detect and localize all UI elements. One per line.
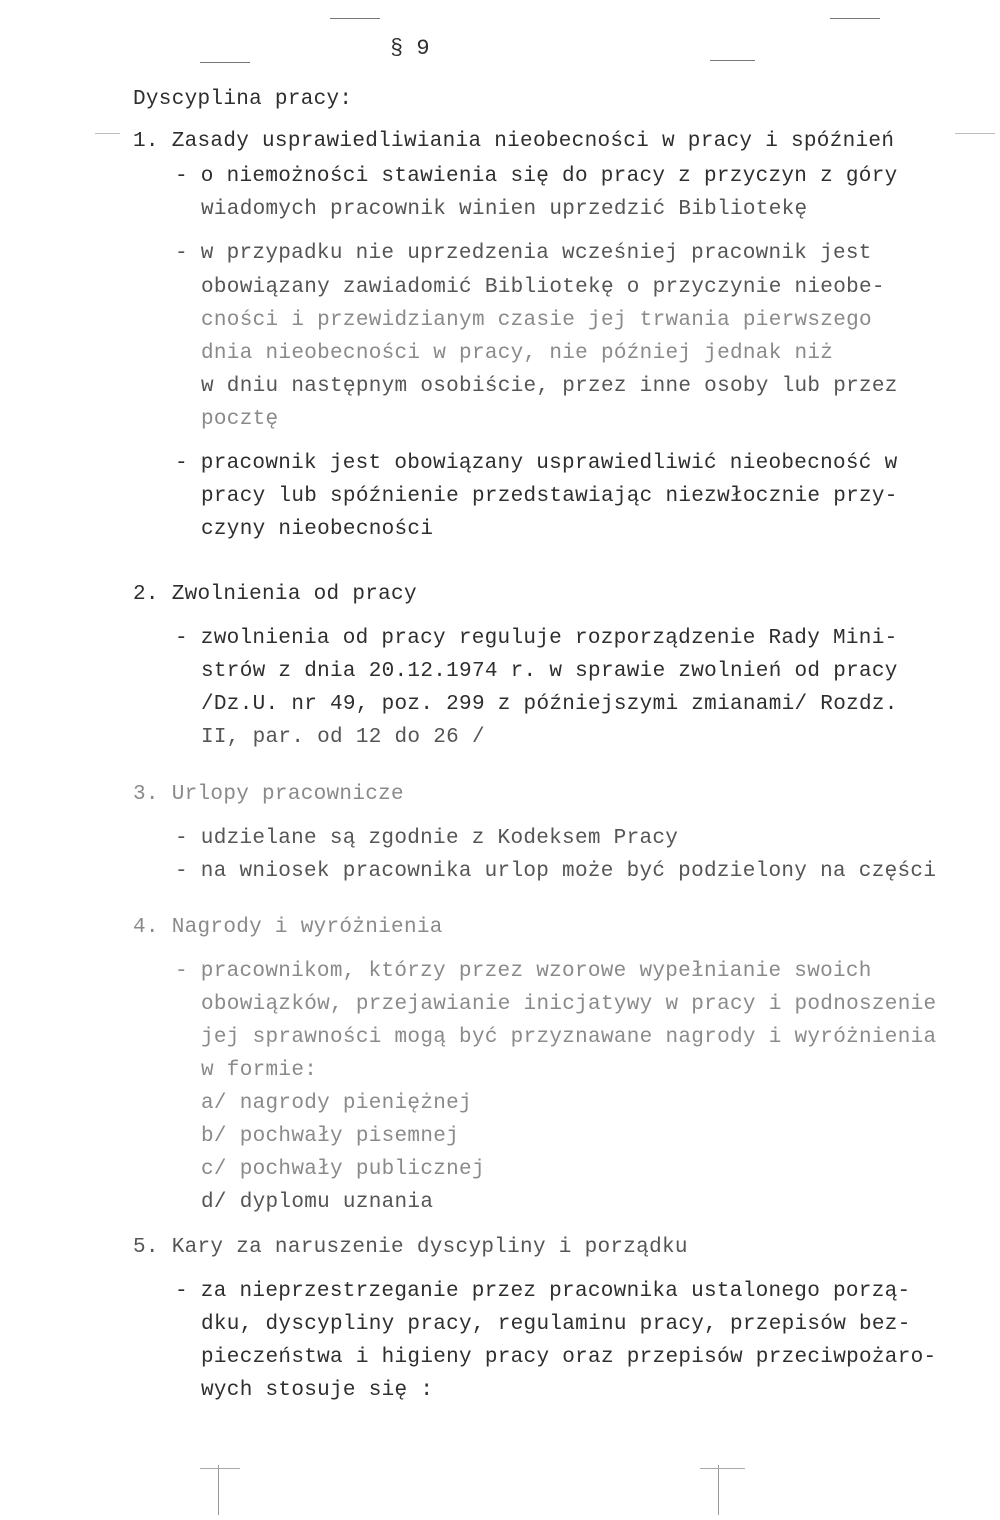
award-form-a: a/ nagrody pieniężnej [201,1092,472,1115]
section-5-item-1-line-3: pieczeństwa i higieny pracy oraz przepisów przeciwpożaro- [201,1346,937,1369]
section-5-item-1-line-1: - za nieprzestrzeganie przez pracownika ustalonego porzą- [175,1280,911,1303]
section-1-item-1-line-1: - o niemożności stawienia się do pracy z przyczyn z góry [175,165,898,188]
scan-mark [955,133,995,134]
section-4-item-1-line-4: w formie: [201,1059,318,1082]
section-4-item-1-line-1: - pracownikom, którzy przez wzorowe wypełnianie swoich [175,960,872,983]
section-2-item-1-line-1: - zwolnienia od pracy reguluje rozporządzenie Rady Mini- [175,627,898,650]
award-form-d: d/ dyplomu uznania [201,1191,434,1214]
section-1-item-1-line-2: wiadomych pracownik winien uprzedzić Bibliotekę [201,198,808,221]
section-2-item-1-line-3: /Dz.U. nr 49, poz. 299 z późniejszymi zmianami/ Rozdz. [201,693,898,716]
section-4-item-1-line-3: jej sprawności mogą być przyznawane nagrody i wyróżnienia [201,1026,937,1049]
page-number: § 9 [390,36,430,61]
scan-mark [200,1468,240,1469]
section-2-item-1-line-4: II, par. od 12 do 26 / [201,726,485,749]
section-3-item-2: - na wniosek pracownika urlop może być podzielony na części [175,860,937,883]
section-5-item-1-line-4: wych stosuje się : [201,1379,434,1402]
section-4-title: 4. Nagrody i wyróżnienia [133,916,443,939]
section-1-item-2-line-1: - w przypadku nie uprzedzenia wcześniej pracownik jest [175,242,872,265]
section-5-title: 5. Kary za naruszenie dyscypliny i porządku [133,1236,688,1259]
section-3-title: 3. Urlopy pracownicze [133,783,404,806]
scan-mark [830,18,880,19]
scan-mark [700,1468,745,1469]
award-form-b: b/ pochwały pisemnej [201,1125,460,1148]
section-2-item-1-line-2: strów z dnia 20.12.1974 r. w sprawie zwolnień od pracy [201,660,898,683]
section-5-item-1-line-2: dku, dyscypliny pracy, regulaminu pracy, przepisów bez- [201,1313,911,1336]
scan-mark [330,18,380,19]
scan-mark [218,1465,219,1515]
section-1-item-2-line-6: pocztę [201,408,279,431]
award-form-c: c/ pochwały publicznej [201,1158,485,1181]
section-1-item-3-line-2: pracy lub spóźnienie przedstawiając niezwłocznie przy- [201,485,898,508]
section-heading: Dyscyplina pracy: [133,88,353,111]
section-4-item-1-line-2: obowiązków, przejawianie inicjatywy w pracy i podnoszenie [201,993,937,1016]
section-1-item-3-line-3: czyny nieobecności [201,518,434,541]
section-1-item-2-line-4: dnia nieobecności w pracy, nie później jednak niż [201,342,834,365]
section-1-item-2-line-5: w dniu następnym osobiście, przez inne osoby lub przez [201,375,898,398]
section-3-item-1: - udzielane są zgodnie z Kodeksem Pracy [175,827,679,850]
scan-mark [200,62,250,63]
scan-mark [718,1465,719,1515]
scan-mark [95,133,120,134]
section-2-title: 2. Zwolnienia od pracy [133,583,417,606]
scan-mark [710,60,755,61]
section-1-item-3-line-1: - pracownik jest obowiązany usprawiedliwić nieobecność w [175,452,898,475]
section-1-title: 1. Zasady usprawiedliwiania nieobecności w pracy i spóźnień [133,130,895,153]
section-1-item-2-line-2: obowiązany zawiadomić Bibliotekę o przyczynie nieobe- [201,276,885,299]
section-1-item-2-line-3: cności i przewidzianym czasie jej trwania pierwszego [201,309,872,332]
